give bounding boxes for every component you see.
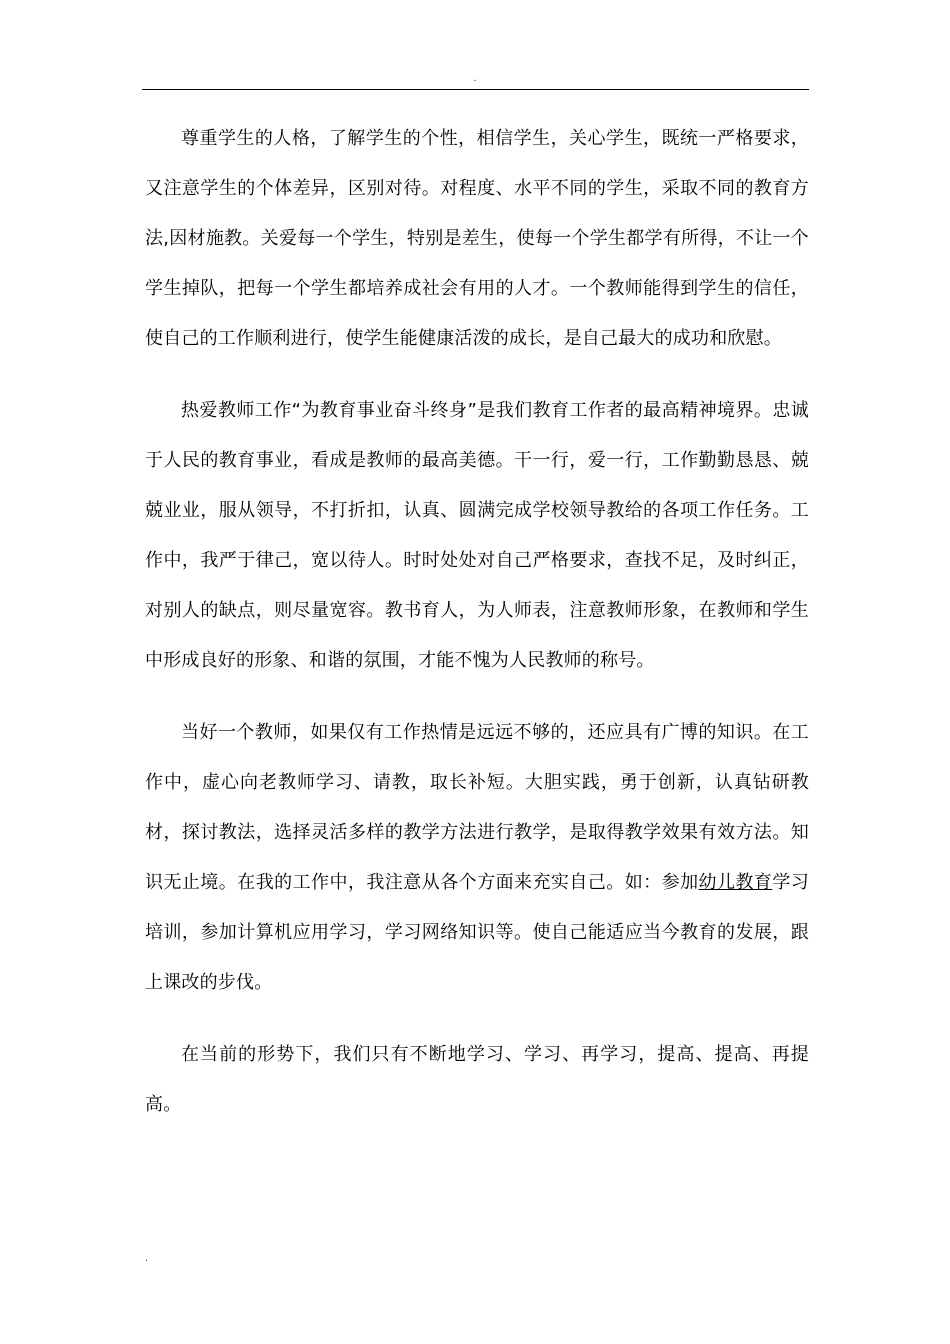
- header-mark: .: [473, 73, 477, 84]
- paragraph-broad-knowledge: [145, 708, 809, 1008]
- footer-mark: .: [145, 1253, 149, 1264]
- document-body: [145, 114, 809, 1152]
- paragraph-text-after-link: 学习培训，参加计算机应用学习，学习网络知识等。使自己能适应当今教育的发展，跟上课改的步伐。: [145, 872, 809, 993]
- paragraph-keep-learning: 在当前的形势下，我们只有不断地学习、学习、再学习，提高、提高、再提高。: [145, 1044, 809, 1115]
- paragraph-text-before-link: 当好一个教师，如果仅有工作热情是远远不够的，还应具有广博的知识。在工作中，虚心向老教师学习、请教，取长补短。大胆实践，勇于创新，认真钻研教材，探讨教法，选择灵活多样的教学方法进行教学，是取得教学效果有效方法。知识无止境。在我的工作中，我注意从各个方面来充实自己。如：参加: [145, 722, 809, 893]
- early-education-link[interactable]: 幼儿教育: [698, 872, 773, 893]
- paragraph-love-teaching: 热爱教师工作“为教育事业奋斗终身”是我们教育工作者的最高精神境界。忠诚于人民的教育事业，看成是教师的最高美德。干一行，爱一行，工作勤勤恳恳、兢兢业业，服从领导，不打折扣，认真、圆满完成学校领导教给的各项工作任务。工作中，我严于律己，宽以待人。时时处处对自己严格要求，查找不足，及时纠正，对别人的缺点，则尽量宽容。教书育人，为人师表，注意教师形象，在教师和学生中形成良好的形象、和谐的氛围，才能不愧为人民教师的称号。: [145, 400, 809, 671]
- header-rule: [142, 89, 809, 90]
- paragraph-respect-students: 尊重学生的人格，了解学生的个性，相信学生，关心学生，既统一严格要求，又注意学生的个体差异，区别对待。对程度、水平不同的学生，采取不同的教育方法,因材施教。关爱每一个学生，特别是差生，使每一个学生都学有所得，不让一个学生掉队，把每一个学生都培养成社会有用的人才。一个教师能得到学生的信任，使自己的工作顺利进行，使学生能健康活泼的成长，是自己最大的成功和欣慰。: [145, 128, 809, 349]
